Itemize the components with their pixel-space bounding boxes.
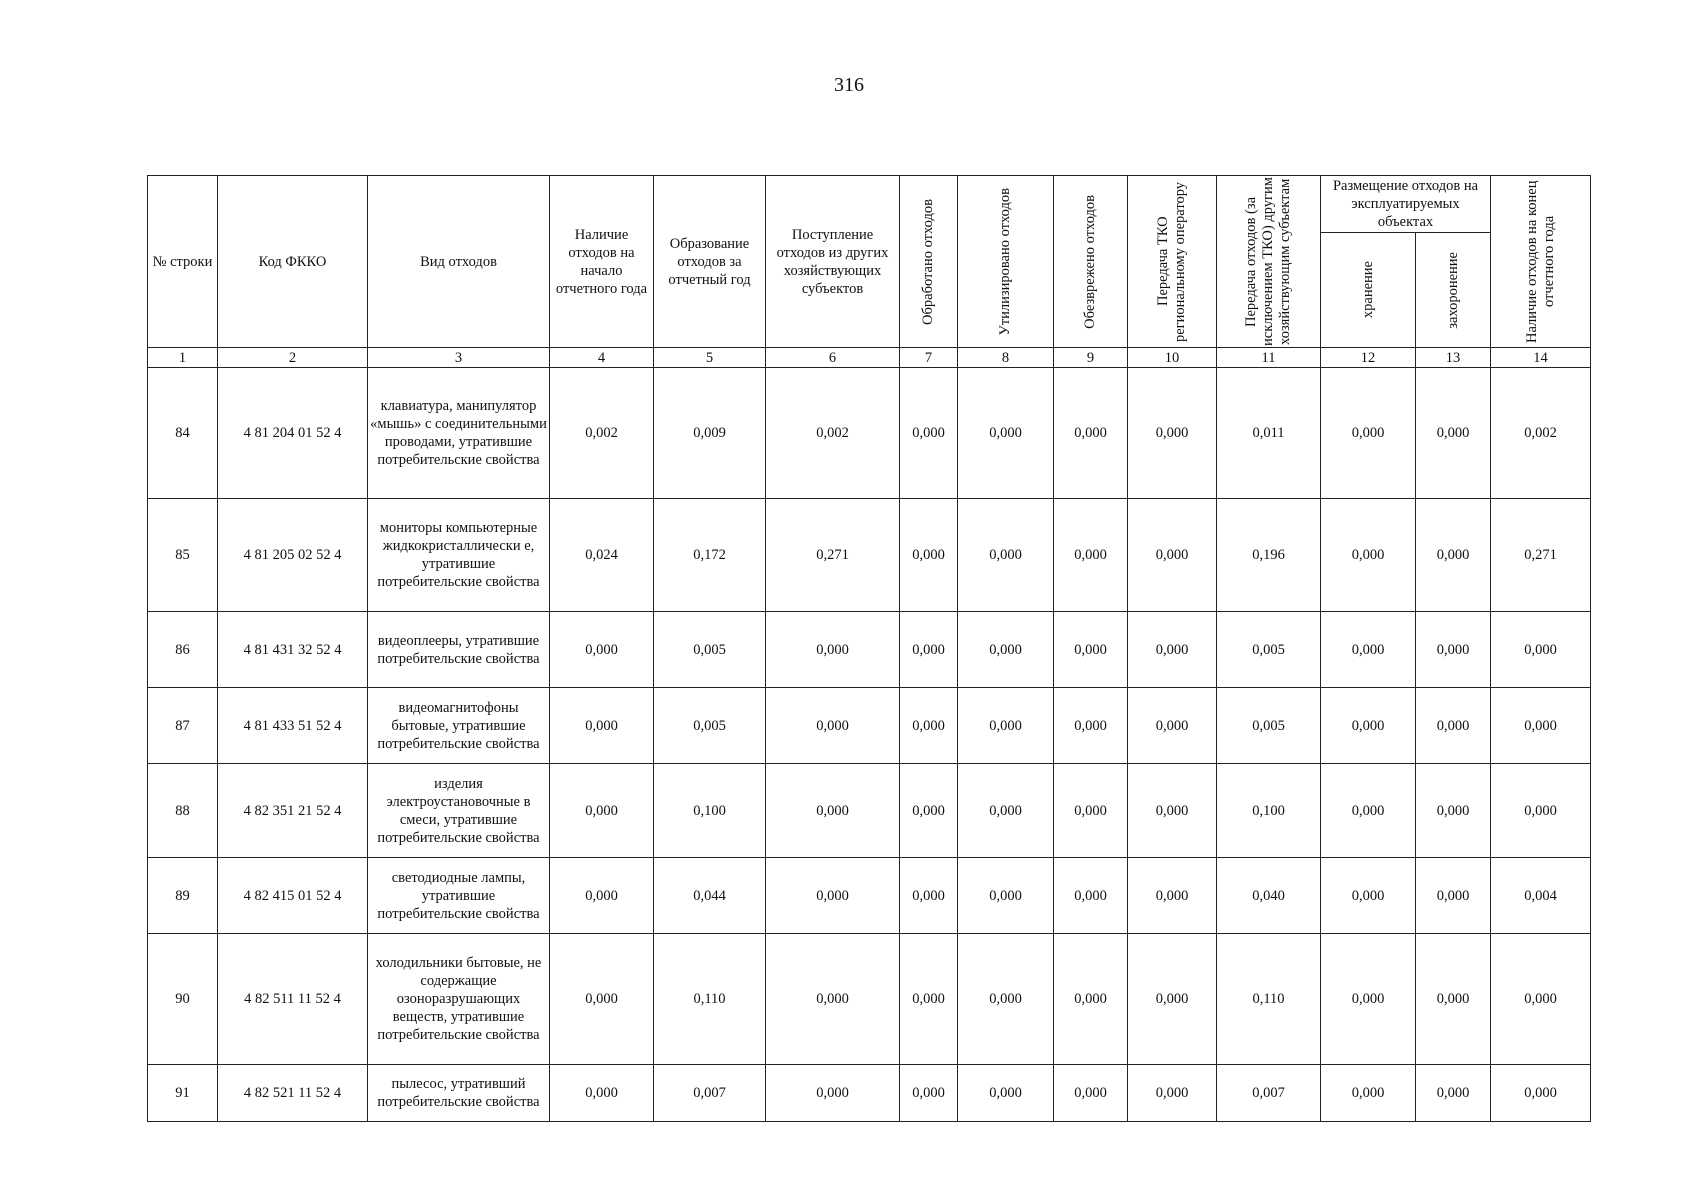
waste-kind-cell: светодиодные лампы, утратившие потребительские свойства (368, 858, 550, 934)
burial-cell: 0,000 (1416, 858, 1491, 934)
utilized-cell: 0,000 (958, 688, 1054, 764)
utilized-cell: 0,000 (958, 1065, 1054, 1122)
start-balance-cell: 0,024 (550, 499, 654, 612)
burial-cell: 0,000 (1416, 368, 1491, 499)
start-balance-cell: 0,000 (550, 612, 654, 688)
header-processed (900, 176, 958, 348)
start-balance-cell: 0,000 (550, 858, 654, 934)
column-number: 11 (1217, 348, 1321, 368)
table-row (148, 612, 1591, 688)
start-balance-cell: 0,000 (550, 1065, 654, 1122)
utilized-cell: 0,000 (958, 368, 1054, 499)
table-row (148, 368, 1591, 499)
column-number: 3 (368, 348, 550, 368)
storage-cell: 0,000 (1321, 934, 1416, 1065)
end-balance-cell: 0,002 (1491, 368, 1591, 499)
header-storage (1321, 232, 1416, 347)
column-number: 1 (148, 348, 218, 368)
header-start-balance: Наличие отходов на начало отчетного года (550, 176, 654, 348)
processed-cell: 0,000 (900, 499, 958, 612)
table-body (148, 368, 1591, 1122)
header-row-number: № строки (148, 176, 218, 348)
neutralized-cell: 0,000 (1054, 1065, 1128, 1122)
waste-kind-cell: изделия электроустановочные в смеси, утратившие потребительские свойства (368, 764, 550, 858)
tko-transfer-cell: 0,000 (1128, 934, 1217, 1065)
header-burial (1416, 232, 1491, 347)
tko-transfer-cell: 0,000 (1128, 764, 1217, 858)
storage-cell: 0,000 (1321, 612, 1416, 688)
end-balance-cell: 0,004 (1491, 858, 1591, 934)
column-number: 6 (766, 348, 900, 368)
end-balance-cell: 0,000 (1491, 1065, 1591, 1122)
generated-cell: 0,044 (654, 858, 766, 934)
received-cell: 0,000 (766, 688, 900, 764)
page-number: 316 (834, 74, 864, 96)
row-number-cell: 87 (148, 688, 218, 764)
utilized-cell: 0,000 (958, 934, 1054, 1065)
row-number-cell: 88 (148, 764, 218, 858)
header-neutralized-label: Обезврежено отходов (1082, 194, 1098, 329)
received-cell: 0,000 (766, 764, 900, 858)
neutralized-cell: 0,000 (1054, 934, 1128, 1065)
other-transfer-cell: 0,110 (1217, 934, 1321, 1065)
received-cell: 0,000 (766, 858, 900, 934)
header-tko-transfer-label: Передача ТКО региональному оператору (1155, 181, 1188, 342)
column-number: 10 (1128, 348, 1217, 368)
waste-kind-cell: мониторы компьютерные жидкокристаллически е, утратившие потребительские свойства (368, 499, 550, 612)
column-number: 9 (1054, 348, 1128, 368)
burial-cell: 0,000 (1416, 688, 1491, 764)
generated-cell: 0,100 (654, 764, 766, 858)
fkko-code-cell: 4 81 205 02 52 4 (218, 499, 368, 612)
received-cell: 0,002 (766, 368, 900, 499)
column-number: 14 (1491, 348, 1591, 368)
column-number: 4 (550, 348, 654, 368)
header-generated: Образование отходов за отчетный год (654, 176, 766, 348)
generated-cell: 0,007 (654, 1065, 766, 1122)
tko-transfer-cell: 0,000 (1128, 858, 1217, 934)
start-balance-cell: 0,000 (550, 934, 654, 1065)
processed-cell: 0,000 (900, 1065, 958, 1122)
header-end-balance (1491, 176, 1591, 348)
start-balance-cell: 0,000 (550, 688, 654, 764)
end-balance-cell: 0,000 (1491, 764, 1591, 858)
header-other-transfer (1217, 176, 1321, 348)
processed-cell: 0,000 (900, 688, 958, 764)
header-other-transfer-label: Передача отходов (за исключением ТКО) другим хозяйствующим субъектам (1243, 177, 1293, 346)
waste-kind-cell: пылесос, утративший потребительские свойства (368, 1065, 550, 1122)
burial-cell: 0,000 (1416, 764, 1491, 858)
header-received: Поступление отходов из других хозяйствующих субъектов (766, 176, 900, 348)
generated-cell: 0,172 (654, 499, 766, 612)
column-numbers-row (148, 348, 1591, 368)
other-transfer-cell: 0,011 (1217, 368, 1321, 499)
row-number-cell: 90 (148, 934, 218, 1065)
storage-cell: 0,000 (1321, 688, 1416, 764)
other-transfer-cell: 0,005 (1217, 612, 1321, 688)
column-number: 5 (654, 348, 766, 368)
neutralized-cell: 0,000 (1054, 858, 1128, 934)
header-placement-group: Размещение отходов на эксплуатируемых объектах (1321, 176, 1491, 233)
generated-cell: 0,009 (654, 368, 766, 499)
storage-cell: 0,000 (1321, 368, 1416, 499)
other-transfer-cell: 0,040 (1217, 858, 1321, 934)
table-row (148, 1065, 1591, 1122)
burial-cell: 0,000 (1416, 1065, 1491, 1122)
storage-cell: 0,000 (1321, 1065, 1416, 1122)
fkko-code-cell: 4 82 511 11 52 4 (218, 934, 368, 1065)
neutralized-cell: 0,000 (1054, 764, 1128, 858)
header-row (148, 176, 1591, 233)
end-balance-cell: 0,000 (1491, 934, 1591, 1065)
table-row (148, 858, 1591, 934)
waste-report-table (147, 175, 1591, 1122)
column-number: 7 (900, 348, 958, 368)
processed-cell: 0,000 (900, 612, 958, 688)
generated-cell: 0,005 (654, 688, 766, 764)
tko-transfer-cell: 0,000 (1128, 612, 1217, 688)
burial-cell: 0,000 (1416, 612, 1491, 688)
header-end-balance-label: Наличие отходов на конец отчетного года (1523, 180, 1557, 343)
start-balance-cell: 0,002 (550, 368, 654, 499)
neutralized-cell: 0,000 (1054, 499, 1128, 612)
utilized-cell: 0,000 (958, 764, 1054, 858)
waste-kind-cell: видеомагнитофоны бытовые, утратившие потребительские свойства (368, 688, 550, 764)
storage-cell: 0,000 (1321, 858, 1416, 934)
fkko-code-cell: 4 82 351 21 52 4 (218, 764, 368, 858)
received-cell: 0,000 (766, 934, 900, 1065)
header-storage-label: хранение (1359, 261, 1376, 319)
other-transfer-cell: 0,007 (1217, 1065, 1321, 1122)
tko-transfer-cell: 0,000 (1128, 499, 1217, 612)
storage-cell: 0,000 (1321, 499, 1416, 612)
header-fkko-code: Код ФККО (218, 176, 368, 348)
burial-cell: 0,000 (1416, 934, 1491, 1065)
row-number-cell: 84 (148, 368, 218, 499)
end-balance-cell: 0,000 (1491, 612, 1591, 688)
column-number: 13 (1416, 348, 1491, 368)
waste-kind-cell: видеоплееры, утратившие потребительские свойства (368, 612, 550, 688)
utilized-cell: 0,000 (958, 858, 1054, 934)
row-number-cell: 85 (148, 499, 218, 612)
received-cell: 0,000 (766, 612, 900, 688)
waste-kind-cell: холодильники бытовые, не содержащие озоноразрушающих веществ, утратившие потребительские свойства (368, 934, 550, 1065)
header-burial-label: захоронение (1444, 251, 1461, 329)
tko-transfer-cell: 0,000 (1128, 688, 1217, 764)
header-processed-label: Обработано отходов (920, 198, 936, 325)
table-row (148, 688, 1591, 764)
column-number: 12 (1321, 348, 1416, 368)
end-balance-cell: 0,000 (1491, 688, 1591, 764)
utilized-cell: 0,000 (958, 499, 1054, 612)
fkko-code-cell: 4 81 431 32 52 4 (218, 612, 368, 688)
table-row (148, 499, 1591, 612)
other-transfer-cell: 0,196 (1217, 499, 1321, 612)
processed-cell: 0,000 (900, 368, 958, 499)
other-transfer-cell: 0,005 (1217, 688, 1321, 764)
row-number-cell: 89 (148, 858, 218, 934)
fkko-code-cell: 4 81 204 01 52 4 (218, 368, 368, 499)
table-row (148, 764, 1591, 858)
header-tko-transfer (1128, 176, 1217, 348)
end-balance-cell: 0,271 (1491, 499, 1591, 612)
other-transfer-cell: 0,100 (1217, 764, 1321, 858)
column-number: 2 (218, 348, 368, 368)
neutralized-cell: 0,000 (1054, 612, 1128, 688)
table-row (148, 934, 1591, 1065)
header-utilized-label: Утилизировано отходов (997, 187, 1013, 336)
utilized-cell: 0,000 (958, 612, 1054, 688)
fkko-code-cell: 4 82 521 11 52 4 (218, 1065, 368, 1122)
header-neutralized (1054, 176, 1128, 348)
row-number-cell: 86 (148, 612, 218, 688)
neutralized-cell: 0,000 (1054, 368, 1128, 499)
neutralized-cell: 0,000 (1054, 688, 1128, 764)
generated-cell: 0,005 (654, 612, 766, 688)
storage-cell: 0,000 (1321, 764, 1416, 858)
waste-kind-cell: клавиатура, манипулятор «мышь» с соединительными проводами, утратившие потребительские свойства (368, 368, 550, 499)
processed-cell: 0,000 (900, 764, 958, 858)
fkko-code-cell: 4 82 415 01 52 4 (218, 858, 368, 934)
processed-cell: 0,000 (900, 934, 958, 1065)
received-cell: 0,000 (766, 1065, 900, 1122)
received-cell: 0,271 (766, 499, 900, 612)
generated-cell: 0,110 (654, 934, 766, 1065)
start-balance-cell: 0,000 (550, 764, 654, 858)
header-utilized (958, 176, 1054, 348)
tko-transfer-cell: 0,000 (1128, 1065, 1217, 1122)
column-number: 8 (958, 348, 1054, 368)
fkko-code-cell: 4 81 433 51 52 4 (218, 688, 368, 764)
row-number-cell: 91 (148, 1065, 218, 1122)
tko-transfer-cell: 0,000 (1128, 368, 1217, 499)
burial-cell: 0,000 (1416, 499, 1491, 612)
processed-cell: 0,000 (900, 858, 958, 934)
header-waste-kind: Вид отходов (368, 176, 550, 348)
